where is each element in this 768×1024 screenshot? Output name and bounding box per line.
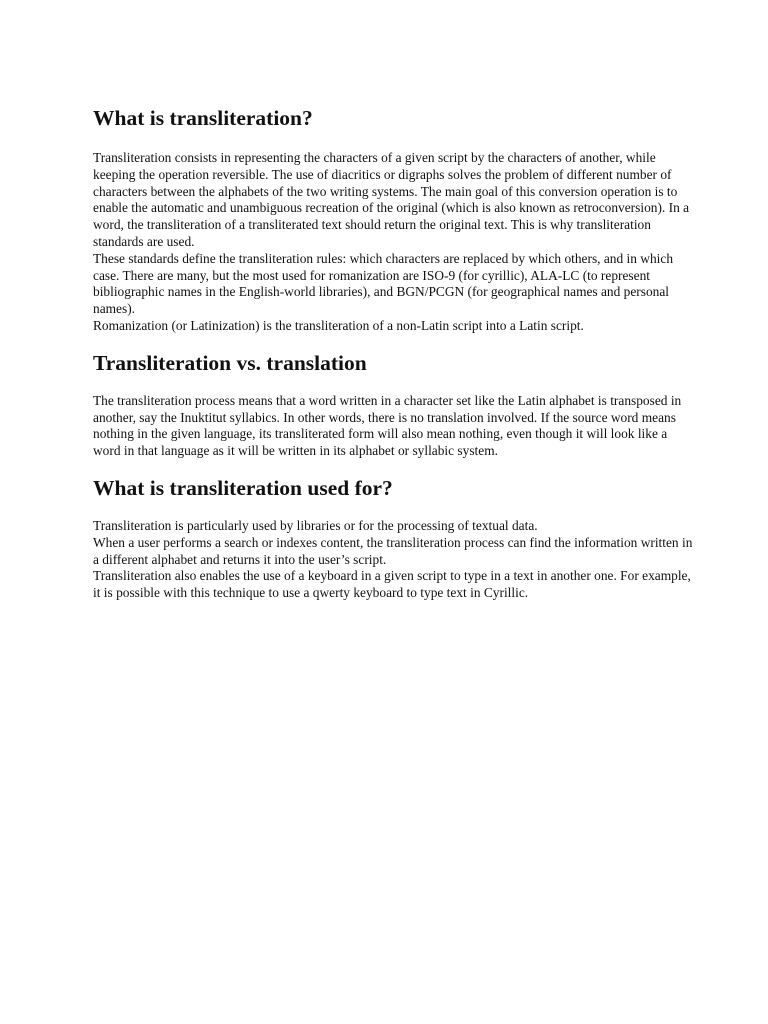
section-body-transliteration-vs-translation — [93, 393, 698, 460]
paragraph: When a user performs a search or indexes content, the transliteration process can find the information written in a different alphabet and returns it into the user’s script. — [93, 534, 693, 567]
paragraph: Romanization (or Latinization) is the transliteration of a non-Latin script into a Latin script. — [93, 317, 584, 333]
section-body-what-is-transliteration — [93, 150, 698, 335]
paragraph: Transliteration also enables the use of a keyboard in a given script to type in a text in another one. For example, it is possible with this technique to use a qwerty keyboard to type text in Cyrillic. — [93, 568, 691, 601]
section-heading-what-is-transliteration: What is transliteration? — [93, 106, 313, 130]
paragraph: Transliteration consists in representing the characters of a given script by the characters of another, while keeping the operation reversible. The use of diacritics or digraphs solves the problem of different number of characters between the alphabets of the two writing systems. The main goal of this conversion operation is to enable the automatic and unambiguous recreation of the original (which is also known as retroconversion). In a word, the transliteration of a transliterated text should return the original text. This is why transliteration standards are used. — [93, 150, 690, 249]
section-heading-what-is-transliteration-used-for: What is transliteration used for? — [93, 475, 393, 500]
section-heading-transliteration-vs-translation: Transliteration vs. translation — [93, 350, 367, 375]
section-body-what-is-transliteration-used-for — [93, 518, 698, 602]
paragraph: Transliteration is particularly used by libraries or for the processing of textual data. — [93, 517, 538, 533]
paragraph: The transliteration process means that a word written in a character set like the Latin alphabet is transposed in another, say the Inuktitut syllabics. In other words, there is no translation involved. If the source word means nothing in the given language, its transliterated form will also mean nothing, even though it will look like a word in that language as it will be written in its alphabet or syllabic system. — [93, 392, 682, 459]
paragraph: These standards define the transliteration rules: which characters are replaced by which others, and in which case. There are many, but the most used for romanization are ISO-9 (for cyrillic), ALA-LC (to represent bibliographic names in the English-world libraries), and BGN/PCGN (for geographical names and personal names). — [93, 250, 674, 317]
